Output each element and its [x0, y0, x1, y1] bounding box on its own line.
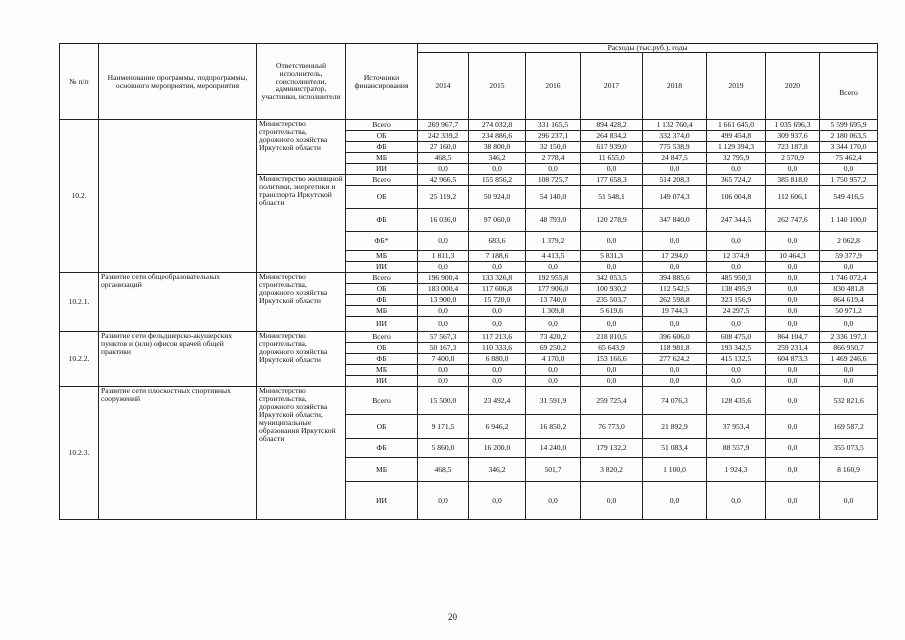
- year-value: 0,0: [418, 317, 469, 332]
- table-row: [60, 332, 878, 343]
- year-value: 1 035 696,3: [766, 120, 820, 131]
- year-value: 0,0: [526, 317, 581, 332]
- year-value: 269 967,7: [418, 120, 469, 131]
- year-value: 4 413,5: [526, 251, 581, 262]
- row-name: Развитие сети фельдшерско-акушерских пунктов и (или) офисов врачей общей практики: [99, 332, 257, 387]
- year-value: 16 850,2: [526, 415, 581, 439]
- year-value: 51 548,1: [581, 186, 643, 209]
- year-value: 120 278,9: [581, 209, 643, 232]
- total-value: 549 416,5: [820, 186, 878, 209]
- row-name: Развитие сети плоскостных спортивных сооружений: [99, 387, 257, 520]
- year-value: 112 542,5: [643, 284, 707, 295]
- funding-source: МБ: [346, 365, 418, 376]
- total-value: 866 950,7: [820, 343, 878, 354]
- total-value: 0,0: [820, 262, 878, 273]
- year-value: 342 053,5: [581, 273, 643, 284]
- year-value: 514 208,3: [643, 175, 707, 186]
- table-row: [60, 120, 878, 131]
- funding-source: ФБ: [346, 439, 418, 458]
- table-row: [60, 273, 878, 284]
- year-value: 608 475,0: [707, 332, 766, 343]
- year-value: 65 643,9: [581, 343, 643, 354]
- year-value: 296 237,1: [526, 131, 581, 142]
- year-value: 0,0: [418, 164, 469, 175]
- year-value: 0,0: [418, 232, 469, 251]
- header-name: Наименование программы, подпрограммы, основного мероприятия, мероприятия: [99, 44, 257, 120]
- year-value: 0,0: [643, 317, 707, 332]
- year-value: 88 557,9: [707, 439, 766, 458]
- total-value: 1 750 957,2: [820, 175, 878, 186]
- year-value: 117 213,6: [469, 332, 526, 343]
- row-executor: Министерство строительства, дорожного хозяйства Иркутской области: [257, 273, 346, 332]
- total-value: 0,0: [820, 317, 878, 332]
- year-value: 0,0: [469, 317, 526, 332]
- year-value: 179 132,2: [581, 439, 643, 458]
- year-value: 332 374,0: [643, 131, 707, 142]
- year-value: 0,0: [766, 482, 820, 520]
- year-value: 1 379,2: [526, 232, 581, 251]
- funding-source: ОБ: [346, 131, 418, 142]
- year-value: 15 500,0: [418, 387, 469, 415]
- year-value: 604 873,3: [766, 354, 820, 365]
- year-value: 0,0: [643, 376, 707, 387]
- year-value: 0,0: [766, 376, 820, 387]
- year-value: 262 598,8: [643, 295, 707, 306]
- header-year: 2020: [766, 53, 820, 120]
- year-value: 21 892,9: [643, 415, 707, 439]
- year-value: 259 725,4: [581, 387, 643, 415]
- year-value: 16 036,0: [418, 209, 469, 232]
- year-value: 0,0: [581, 164, 643, 175]
- year-value: 24 847,5: [643, 153, 707, 164]
- year-value: 468,5: [418, 458, 469, 482]
- year-value: 117 606,8: [469, 284, 526, 295]
- year-value: 7 400,0: [418, 354, 469, 365]
- total-value: 1 140 100,0: [820, 209, 878, 232]
- year-value: 0,0: [469, 306, 526, 317]
- total-value: 59 377,9: [820, 251, 878, 262]
- row-executor: Министерство жилищной политики, энергетики и транспорта Иркутской области: [257, 175, 346, 273]
- year-value: 347 840,0: [643, 209, 707, 232]
- header-num: № п/п: [60, 44, 99, 120]
- year-value: 50 924,0: [469, 186, 526, 209]
- header-year: 2017: [581, 53, 643, 120]
- year-value: 234 886,6: [469, 131, 526, 142]
- year-value: 0,0: [707, 376, 766, 387]
- year-value: 218 810,5: [581, 332, 643, 343]
- year-value: 0,0: [418, 482, 469, 520]
- year-value: 0,0: [766, 273, 820, 284]
- year-value: 259 231,4: [766, 343, 820, 354]
- year-value: 76 773,0: [581, 415, 643, 439]
- funding-source: ФБ: [346, 354, 418, 365]
- year-value: 0,0: [418, 376, 469, 387]
- year-value: 27 160,0: [418, 142, 469, 153]
- year-value: 1 309,8: [526, 306, 581, 317]
- funding-source: ФБ*: [346, 232, 418, 251]
- year-value: 24 297,5: [707, 306, 766, 317]
- year-value: 74 076,3: [643, 387, 707, 415]
- total-value: 355 073,5: [820, 439, 878, 458]
- year-value: 346,2: [469, 153, 526, 164]
- header-expenses: Расходы (тыс.руб.), годы: [418, 44, 878, 53]
- year-value: 177 906,0: [526, 284, 581, 295]
- year-value: 0,0: [469, 164, 526, 175]
- header-sources: Источники финансирования: [346, 44, 418, 120]
- year-value: 69 250,2: [526, 343, 581, 354]
- year-value: 11 655,0: [581, 153, 643, 164]
- year-value: 723 187,8: [766, 142, 820, 153]
- total-value: 2 336 197,3: [820, 332, 878, 343]
- year-value: 51 083,4: [643, 439, 707, 458]
- year-value: 485 950,3: [707, 273, 766, 284]
- year-value: 501,7: [526, 458, 581, 482]
- budget-table: [59, 43, 878, 520]
- year-value: 5 619,6: [581, 306, 643, 317]
- year-value: 0,0: [581, 365, 643, 376]
- year-value: 1 811,3: [418, 251, 469, 262]
- funding-source: ОБ: [346, 186, 418, 209]
- header-total: Всего: [820, 53, 878, 120]
- year-value: 128 435,6: [707, 387, 766, 415]
- year-value: 0,0: [766, 387, 820, 415]
- year-value: 13 900,0: [418, 295, 469, 306]
- year-value: 0,0: [766, 164, 820, 175]
- year-value: 19 744,3: [643, 306, 707, 317]
- year-value: 0,0: [418, 365, 469, 376]
- year-value: 1 100,0: [643, 458, 707, 482]
- year-value: 0,0: [526, 262, 581, 273]
- year-value: 108 725,7: [526, 175, 581, 186]
- row-executor: Министерство строительства, дорожного хозяйства Иркутской области, муниципальные образования Иркутской области: [257, 387, 346, 520]
- funding-source: ОБ: [346, 415, 418, 439]
- funding-source: ОБ: [346, 343, 418, 354]
- year-value: 1 661 645,0: [707, 120, 766, 131]
- total-value: 8 160,9: [820, 458, 878, 482]
- year-value: 0,0: [643, 365, 707, 376]
- row-executor: Министерство строительства, дорожного хозяйства Иркутской области: [257, 120, 346, 175]
- funding-source: ИИ: [346, 482, 418, 520]
- year-value: 331 165,5: [526, 120, 581, 131]
- year-value: 6 946,2: [469, 415, 526, 439]
- year-value: 323 156,9: [707, 295, 766, 306]
- year-value: 1 129 394,3: [707, 142, 766, 153]
- year-value: 9 171,5: [418, 415, 469, 439]
- year-value: 73 420,2: [526, 332, 581, 343]
- year-value: 54 140,0: [526, 186, 581, 209]
- year-value: 37 953,4: [707, 415, 766, 439]
- year-value: 14 240,0: [526, 439, 581, 458]
- year-value: 894 428,2: [581, 120, 643, 131]
- funding-source: ФБ: [346, 295, 418, 306]
- year-value: 32 150,0: [526, 142, 581, 153]
- year-value: 23 492,4: [469, 387, 526, 415]
- funding-source: МБ: [346, 458, 418, 482]
- year-value: 25 119,2: [418, 186, 469, 209]
- year-value: 17 294,0: [643, 251, 707, 262]
- year-value: 0,0: [707, 232, 766, 251]
- year-value: 468,5: [418, 153, 469, 164]
- row-executor: Министерство строительства, дорожного хозяйства Иркутской области: [257, 332, 346, 387]
- funding-source: ФБ: [346, 142, 418, 153]
- total-value: 2 180 063,5: [820, 131, 878, 142]
- year-value: 48 793,0: [526, 209, 581, 232]
- year-value: 262 747,6: [766, 209, 820, 232]
- year-value: 0,0: [766, 232, 820, 251]
- year-value: 775 538,9: [643, 142, 707, 153]
- total-value: 50 971,2: [820, 306, 878, 317]
- year-value: 617 939,0: [581, 142, 643, 153]
- row-name: Развитие сети общеобразовательных организаций: [99, 273, 257, 332]
- year-value: 0,0: [469, 262, 526, 273]
- year-value: 193 342,5: [707, 343, 766, 354]
- year-value: 864 104,7: [766, 332, 820, 343]
- year-value: 0,0: [766, 415, 820, 439]
- total-value: 0,0: [820, 482, 878, 520]
- total-value: 169 587,2: [820, 415, 878, 439]
- year-value: 394 885,6: [643, 273, 707, 284]
- year-value: 10 464,3: [766, 251, 820, 262]
- header-year: 2014: [418, 53, 469, 120]
- year-value: 110 333,6: [469, 343, 526, 354]
- year-value: 0,0: [766, 317, 820, 332]
- year-value: 196 900,4: [418, 273, 469, 284]
- year-value: 0,0: [469, 365, 526, 376]
- funding-source: МБ: [346, 306, 418, 317]
- year-value: 50 167,3: [418, 343, 469, 354]
- year-value: 0,0: [469, 376, 526, 387]
- row-code: 10.2.1.: [60, 273, 99, 332]
- funding-source: ИИ: [346, 317, 418, 332]
- year-value: 0,0: [707, 365, 766, 376]
- year-value: 118 981,8: [643, 343, 707, 354]
- funding-source: Всего: [346, 120, 418, 131]
- year-value: 12 374,9: [707, 251, 766, 262]
- year-value: 0,0: [469, 482, 526, 520]
- total-value: 2 062,8: [820, 232, 878, 251]
- year-value: 5 860,0: [418, 439, 469, 458]
- year-value: 155 856,2: [469, 175, 526, 186]
- total-value: 864 619,4: [820, 295, 878, 306]
- year-value: 0,0: [643, 164, 707, 175]
- year-value: 0,0: [581, 482, 643, 520]
- year-value: 15 720,0: [469, 295, 526, 306]
- year-value: 683,6: [469, 232, 526, 251]
- year-value: 0,0: [707, 317, 766, 332]
- year-value: 0,0: [766, 458, 820, 482]
- year-value: 0,0: [526, 164, 581, 175]
- year-value: 346,2: [469, 458, 526, 482]
- table-body: [60, 120, 878, 520]
- total-value: 532 821,6: [820, 387, 878, 415]
- row-code: 10.2.: [60, 120, 99, 273]
- year-value: 242 339,2: [418, 131, 469, 142]
- year-value: 0,0: [581, 262, 643, 273]
- year-value: 4 170,0: [526, 354, 581, 365]
- year-value: 0,0: [766, 365, 820, 376]
- funding-source: ФБ: [346, 209, 418, 232]
- year-value: 0,0: [766, 439, 820, 458]
- row-code: 10.2.3.: [60, 387, 99, 520]
- total-value: 5 599 695,9: [820, 120, 878, 131]
- header-year: 2018: [643, 53, 707, 120]
- funding-source: ИИ: [346, 164, 418, 175]
- funding-source: МБ: [346, 251, 418, 262]
- year-value: 192 955,8: [526, 273, 581, 284]
- year-value: 274 032,8: [469, 120, 526, 131]
- header-year: 2015: [469, 53, 526, 120]
- year-value: 183 000,4: [418, 284, 469, 295]
- total-value: 0,0: [820, 365, 878, 376]
- year-value: 13 740,0: [526, 295, 581, 306]
- year-value: 42 966,5: [418, 175, 469, 186]
- table-row: [60, 387, 878, 415]
- year-value: 97 060,0: [469, 209, 526, 232]
- year-value: 309 937,6: [766, 131, 820, 142]
- year-value: 0,0: [643, 482, 707, 520]
- header-executor: Ответственный исполнитель, соисполнители, администратор, участники, исполнители: [257, 44, 346, 120]
- year-value: 247 344,5: [707, 209, 766, 232]
- year-value: 365 724,2: [707, 175, 766, 186]
- year-value: 1 132 760,4: [643, 120, 707, 131]
- year-value: 106 004,8: [707, 186, 766, 209]
- page-number: 20: [448, 612, 457, 622]
- year-value: 32 795,9: [707, 153, 766, 164]
- funding-source: Всего: [346, 273, 418, 284]
- year-value: 0,0: [418, 262, 469, 273]
- year-value: 31 591,9: [526, 387, 581, 415]
- year-value: 0,0: [581, 376, 643, 387]
- year-value: 100 930,2: [581, 284, 643, 295]
- year-value: 0,0: [707, 164, 766, 175]
- row-name: [99, 120, 257, 273]
- total-value: 830 481,8: [820, 284, 878, 295]
- funding-source: ОБ: [346, 284, 418, 295]
- year-value: 6 880,0: [469, 354, 526, 365]
- year-value: 0,0: [526, 365, 581, 376]
- year-value: 0,0: [581, 232, 643, 251]
- year-value: 138 495,9: [707, 284, 766, 295]
- year-value: 177 658,3: [581, 175, 643, 186]
- year-value: 0,0: [766, 284, 820, 295]
- year-value: 0,0: [581, 317, 643, 332]
- year-value: 0,0: [707, 482, 766, 520]
- year-value: 0,0: [643, 262, 707, 273]
- funding-source: Всего: [346, 387, 418, 415]
- funding-source: МБ: [346, 153, 418, 164]
- year-value: 396 606,0: [643, 332, 707, 343]
- funding-source: ИИ: [346, 376, 418, 387]
- year-value: 277 624,2: [643, 354, 707, 365]
- total-value: 3 344 170,0: [820, 142, 878, 153]
- year-value: 0,0: [766, 262, 820, 273]
- year-value: 0,0: [526, 376, 581, 387]
- total-value: 1 469 246,6: [820, 354, 878, 365]
- year-value: 3 820,2: [581, 458, 643, 482]
- year-value: 1 924,3: [707, 458, 766, 482]
- row-code: 10.2.2.: [60, 332, 99, 387]
- year-value: 385 818,0: [766, 175, 820, 186]
- total-value: 0,0: [820, 376, 878, 387]
- funding-source: ИИ: [346, 262, 418, 273]
- year-value: 112 606,1: [766, 186, 820, 209]
- header-year: 2019: [707, 53, 766, 120]
- year-value: 38 800,0: [469, 142, 526, 153]
- year-value: 133 326,8: [469, 273, 526, 284]
- year-value: 2 778,4: [526, 153, 581, 164]
- year-value: 0,0: [418, 306, 469, 317]
- total-value: 75 462,4: [820, 153, 878, 164]
- funding-source: Всего: [346, 175, 418, 186]
- year-value: 57 567,3: [418, 332, 469, 343]
- year-value: 7 188,6: [469, 251, 526, 262]
- year-value: 235 503,7: [581, 295, 643, 306]
- year-value: 149 074,3: [643, 186, 707, 209]
- total-value: 1 746 072,4: [820, 273, 878, 284]
- year-value: 415 132,5: [707, 354, 766, 365]
- year-value: 5 831,3: [581, 251, 643, 262]
- year-value: 153 166,6: [581, 354, 643, 365]
- year-value: 264 834,2: [581, 131, 643, 142]
- year-value: 0,0: [643, 232, 707, 251]
- year-value: 0,0: [766, 295, 820, 306]
- year-value: 0,0: [707, 262, 766, 273]
- funding-source: Всего: [346, 332, 418, 343]
- year-value: 499 454,8: [707, 131, 766, 142]
- year-value: 0,0: [766, 306, 820, 317]
- year-value: 2 570,9: [766, 153, 820, 164]
- total-value: 0,0: [820, 164, 878, 175]
- header-year: 2016: [526, 53, 581, 120]
- year-value: 0,0: [526, 482, 581, 520]
- year-value: 16 200,0: [469, 439, 526, 458]
